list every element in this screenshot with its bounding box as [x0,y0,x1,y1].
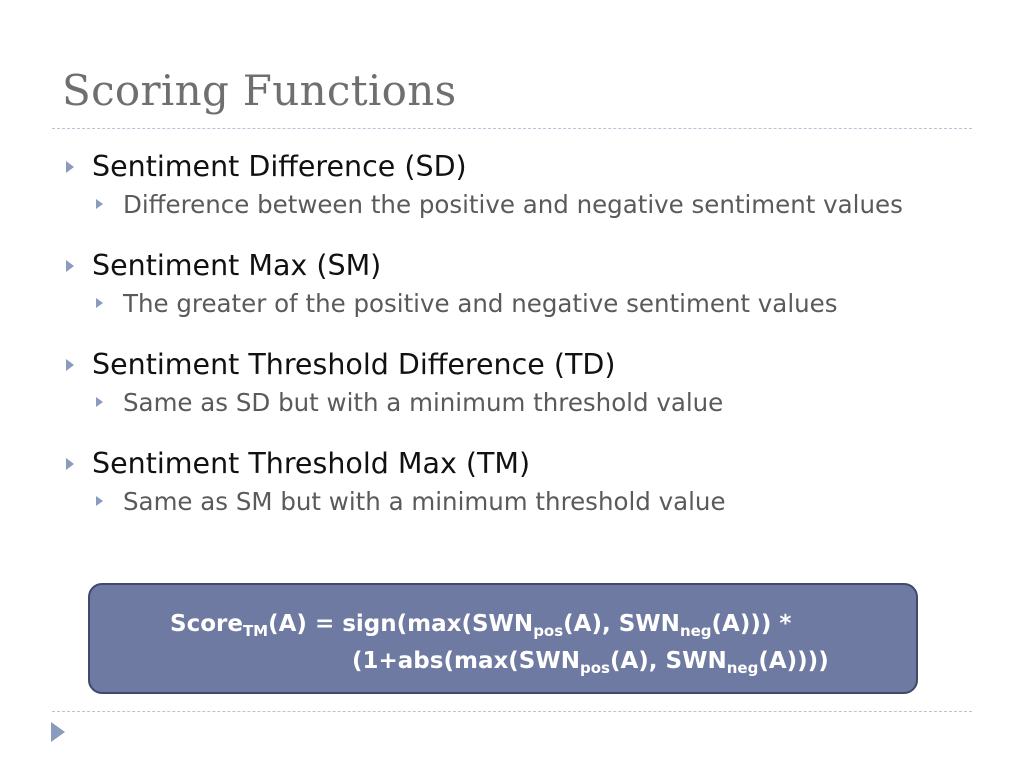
sub-bullet-text: The greater of the positive and negative sentiment values [123,289,838,318]
bullet-text: Sentiment Max (SM) [92,249,382,282]
bullet-level2 [62,287,982,344]
bullet-item [62,443,982,542]
slide-title: Scoring Functions [62,66,457,115]
bullet-item [62,344,982,443]
formula-subscript: TM [242,622,269,640]
title-divider [52,128,972,129]
formula-box [88,583,918,694]
formula-line-2 [352,648,829,677]
bullet-text: Sentiment Threshold Difference (TD) [92,348,616,381]
bullet-text: Sentiment Threshold Max (TM) [92,447,531,480]
footer-divider [52,711,972,712]
bullet-text: Sentiment Difference (SD) [92,150,467,183]
formula-text: (A))) * [711,611,792,637]
triangle-right-icon [66,260,74,272]
formula-text: (A) = sign(max(SWN [268,611,534,637]
sub-bullet-text: Same as SD but with a minimum threshold value [123,388,724,417]
formula-text: (A), SWN [609,648,727,674]
bullet-list [62,146,982,542]
formula-subscript: neg [679,622,712,640]
bullet-item [62,245,982,344]
formula-subscript: pos [533,622,564,640]
bullet-level2 [62,386,982,443]
bullet-level1 [62,344,982,386]
formula-line-1 [170,611,792,640]
bullet-level1 [62,245,982,287]
formula-text: (1+abs(max(SWN [352,648,580,674]
triangle-right-icon [96,397,103,407]
triangle-right-icon [66,359,74,371]
triangle-right-icon [66,161,74,173]
formula-text: (A), SWN [563,611,680,637]
formula-text: Score [170,611,243,637]
next-slide-arrow-icon[interactable] [51,722,65,742]
formula-subscript: pos [580,659,610,677]
triangle-right-icon [96,199,103,209]
triangle-right-icon [66,458,74,470]
triangle-right-icon [96,496,103,506]
bullet-level2 [62,485,982,542]
bullet-item [62,146,982,245]
bullet-level1 [62,443,982,485]
formula-text: (A)))) [758,648,829,674]
bullet-level1 [62,146,982,188]
bullet-level2 [62,188,982,245]
formula-subscript: neg [726,659,759,677]
sub-bullet-text: Difference between the positive and negative sentiment values [123,190,903,219]
triangle-right-icon [96,298,103,308]
sub-bullet-text: Same as SM but with a minimum threshold value [123,487,726,516]
